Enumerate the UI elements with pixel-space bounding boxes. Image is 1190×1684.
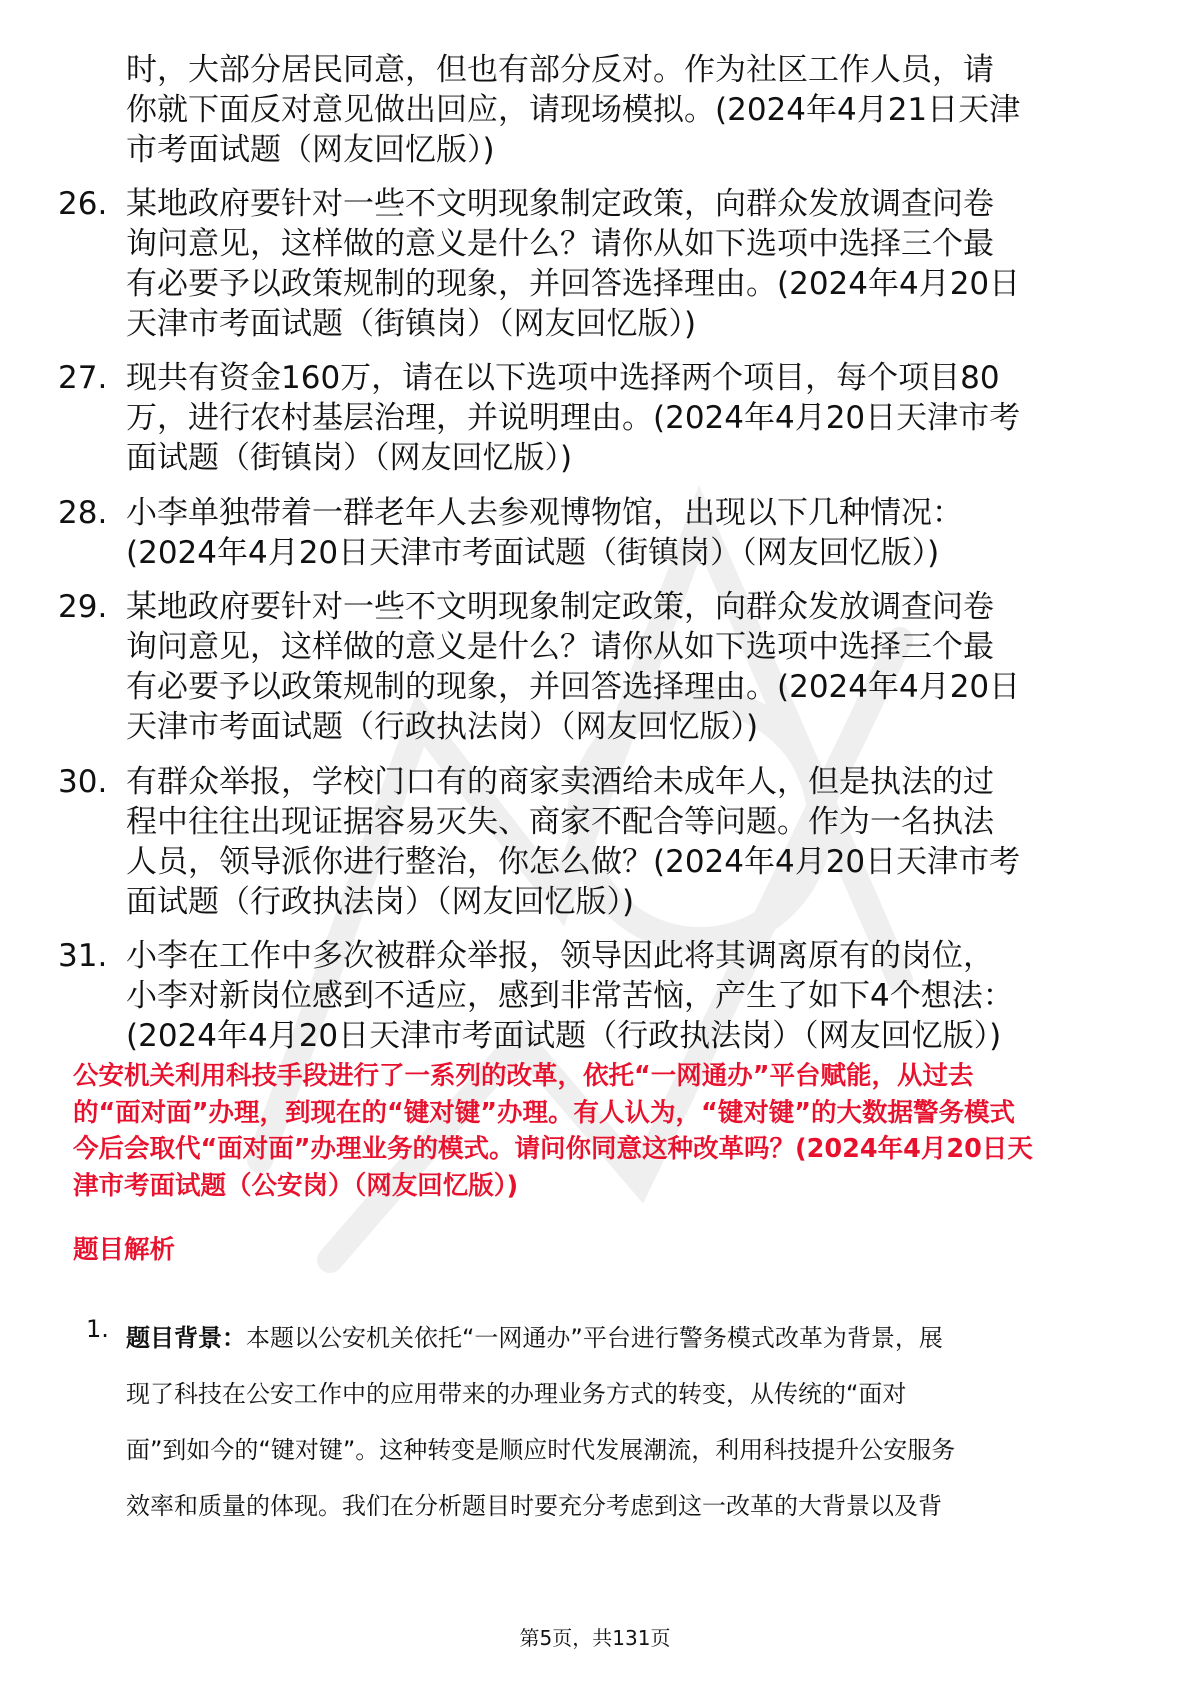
analysis-label: 题目背景： (126, 1324, 246, 1352)
analysis-body: 本题以公安机关依托“一网通办”平台进行警务模式改革为背景，展 现了科技在公安工作中的应用带来的办理业务方式的转变，从传统的“面对 面”到如今的“键对键”。这种转变是顺应时代发展潮流，利用科技提升公安服务 效率和质量的体现。我们在分析题目时要充分考虑到这一改革的大背景以及背 (126, 1324, 956, 1520)
analysis-number: 1. (86, 1315, 109, 1343)
question-number: 30. (58, 764, 108, 800)
question-text: 某地政府要针对一些不文明现象制定政策，向群众发放调查问卷 询问意见，这样做的意义是什么？请你从如下选项中选择三个最 有必要予以政策规制的现象，并回答选择理由。(2024年4月20日 天津市考面试题（行政执法岗）（网友回忆版）) (126, 589, 1021, 745)
question-text: 小李单独带着一群老年人去参观博物馆，出现以下几种情况： (2024年4月20日天津市考面试题（街镇岗）（网友回忆版）) (126, 495, 963, 571)
question-number: 31. (58, 938, 108, 974)
question-text: 某地政府要针对一些不文明现象制定政策，向群众发放调查问卷 询问意见，这样做的意义是什么？请你从如下选项中选择三个最 有必要予以政策规制的现象，并回答选择理由。(2024年4月20日 天津市考面试题（街镇岗）（网友回忆版）) (126, 186, 1021, 342)
page-footer: 第5页，共131页 (519, 1626, 671, 1650)
question-text: 现共有资金160万，请在以下选项中选择两个项目，每个项目80 万，进行农村基层治理，并说明理由。(2024年4月20日天津市考 面试题（街镇岗）（网友回忆版）) (126, 360, 1021, 476)
section-title: 题目解析 (73, 1235, 176, 1265)
highlighted-question: 公安机关利用科技手段进行了一系列的改革，依托“一网通办”平台赋能，从过去 的“面对面”办理，到现在的“键对键”办理。有人认为，“键对键”的大数据警务模式 今后会取代“面对面”办理业务的模式。请问你同意这种改革吗？(2024年4月20日天 津市考面试题（公安岗）（网友回忆版）) (73, 1061, 1033, 1201)
question-number: 29. (58, 589, 108, 625)
analysis-text (126, 1310, 1126, 1534)
question-number: 27. (58, 360, 108, 396)
question-text: 有群众举报，学校门口有的商家卖酒给未成年人，但是执法的过 程中往往出现证据容易灭失、商家不配合等问题。作为一名执法 人员，领导派你进行整治，你怎么做？(2024年4月20日天津市考 面试题（行政执法岗）（网友回忆版）) (126, 764, 1021, 920)
question-number: 26. (58, 186, 108, 222)
question-number: 28. (58, 495, 108, 531)
question-text: 小李在工作中多次被群众举报，领导因此将其调离原有的岗位， 小李对新岗位感到不适应，感到非常苦恼，产生了如下4个想法： (2024年4月20日天津市考面试题（行政执法岗）（网友回忆版）) (126, 938, 1014, 1054)
question-text: 时，大部分居民同意，但也有部分反对。作为社区工作人员，请 你就下面反对意见做出回应，请现场模拟。(2024年4月21日天津 市考面试题（网友回忆版）) (126, 52, 1021, 168)
